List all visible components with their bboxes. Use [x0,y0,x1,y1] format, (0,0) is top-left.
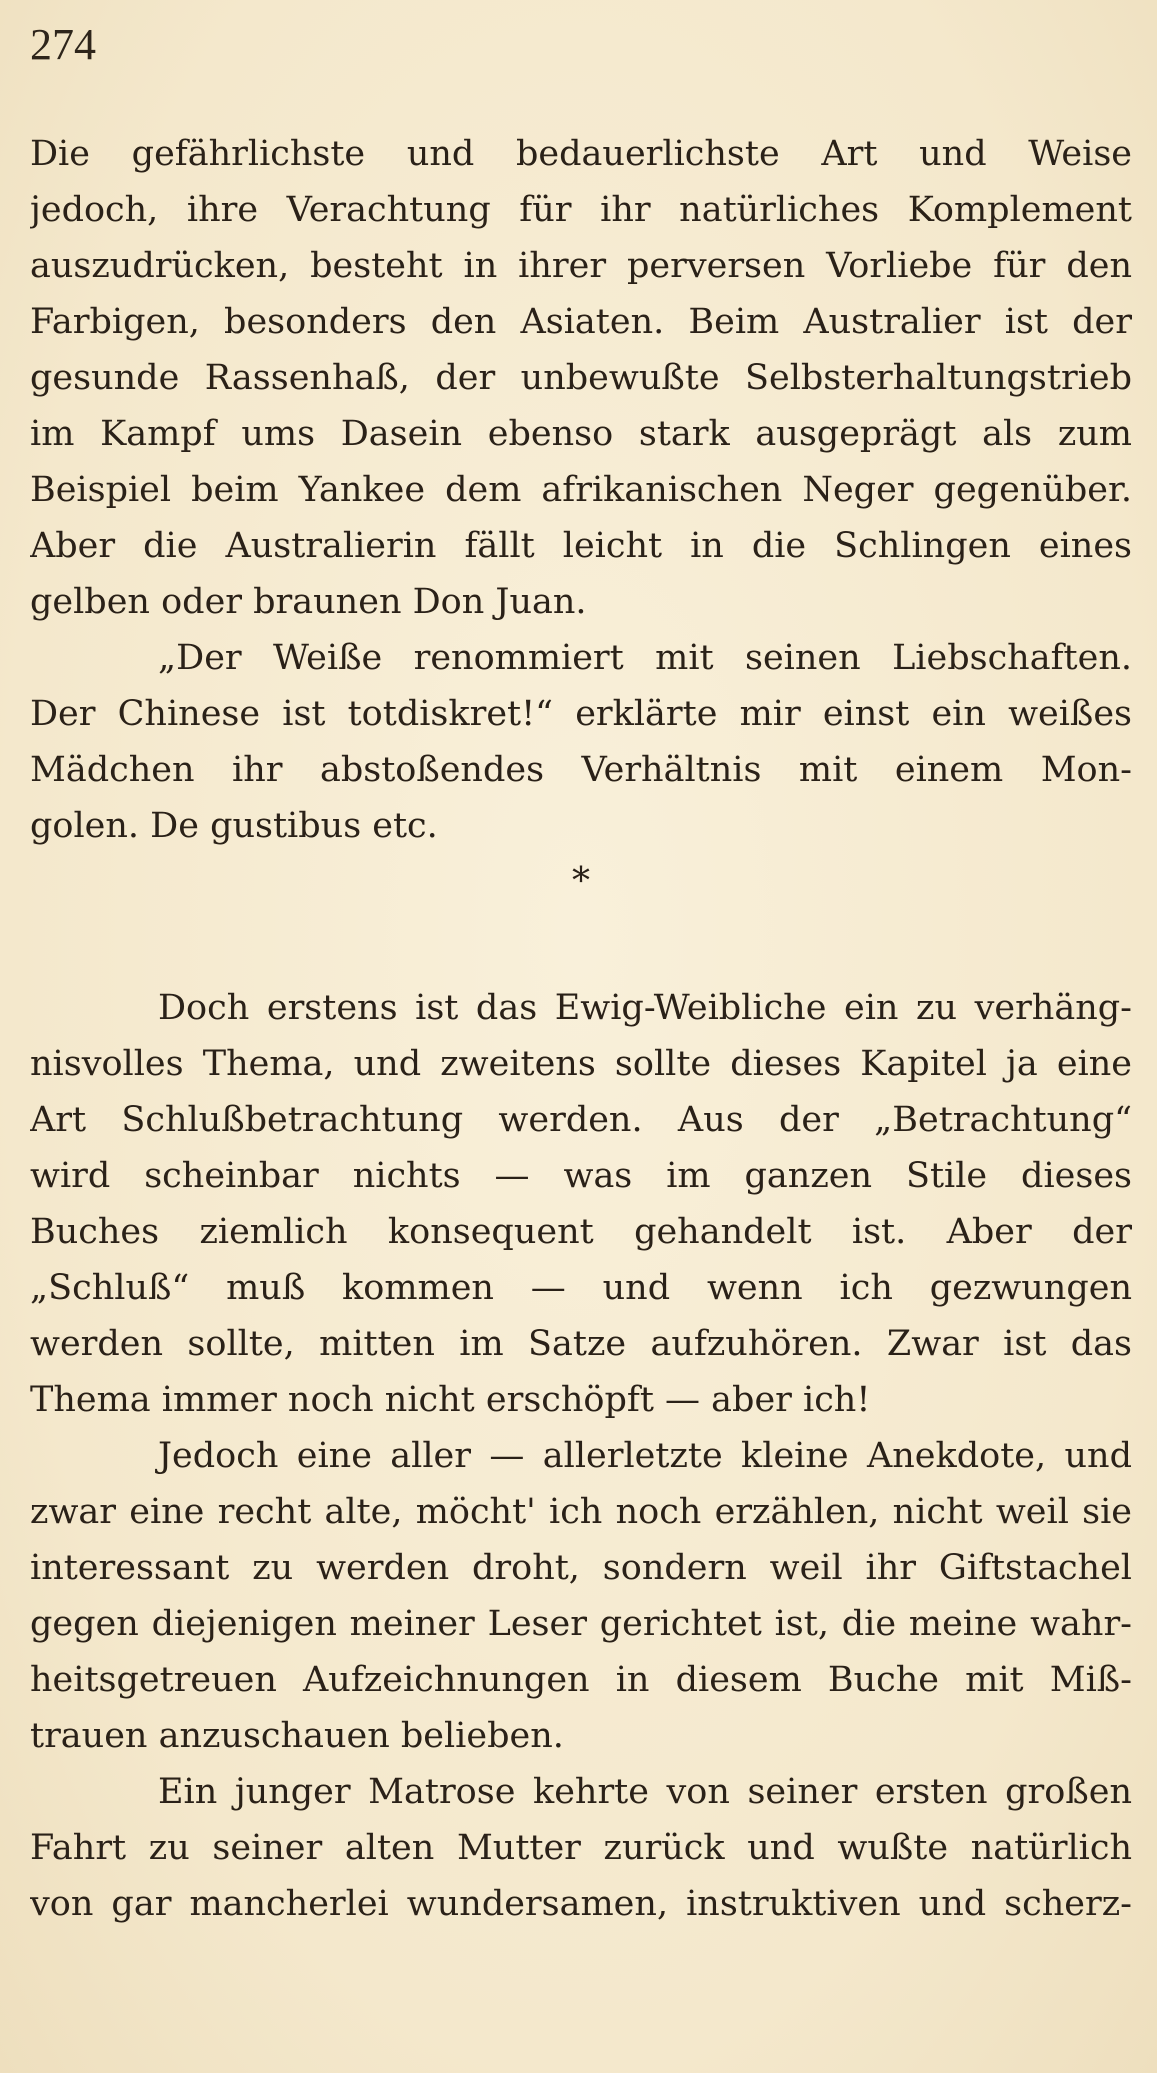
text-line: Buches ziemlich konsequent gehandelt ist. Aber der [30,1212,1132,1252]
text-line: Der Chinese ist totdiskret!“ erklärte mir einst ein weißes [30,694,1132,734]
text-line: jedoch, ihre Verachtung für ihr natürliches Komplement [30,190,1132,230]
text-line: heitsgetreuen Aufzeichnungen in diesem Buche mit Miß- [30,1660,1132,1700]
text-line: Thema immer noch nicht erschöpft — aber ich! [30,1380,871,1420]
text-line: Aber die Australierin fällt leicht in die Schlingen eines [30,526,1132,566]
text-line: golen. De gustibus etc. [30,806,438,846]
text-line: gegen diejenigen meiner Leser gerichtet ist, die meine wahr- [30,1604,1132,1644]
paragraph [30,1764,1132,1932]
text-line: interessant zu werden droht, sondern weil ihr Giftstachel [30,1548,1132,1588]
text-line: Jedoch eine aller — allerletzte kleine Anekdote, und [158,1436,1132,1476]
text-line: Doch erstens ist das Ewig-Weibliche ein zu verhäng- [158,988,1132,1028]
text-line: werden sollte, mitten im Satze aufzuhören. Zwar ist das [30,1324,1132,1364]
text-line: Die gefährlichste und bedauerlichste Art und Weise [30,134,1132,174]
text-line: gesunde Rassenhaß, der unbewußte Selbsterhaltungstrieb [30,358,1132,398]
text-line: Beispiel beim Yankee dem afrikanischen Neger gegenüber. [30,470,1132,510]
text-line: trauen anzuschauen belieben. [30,1716,564,1756]
text-line: im Kampf ums Dasein ebenso stark ausgeprägt als zum [30,414,1132,454]
section-divider: * [572,861,590,902]
text-line: Farbigen, besonders den Asiaten. Beim Australier ist der [30,302,1132,342]
text-line: Mädchen ihr abstoßendes Verhältnis mit einem Mon- [30,750,1132,790]
text-line: von gar mancherlei wundersamen, instruktiven und scherz- [30,1884,1132,1924]
page-number: 274 [30,20,96,69]
text-line: zwar eine recht alte, möcht' ich noch erzählen, nicht weil sie [30,1492,1132,1532]
paragraph [30,980,1132,1428]
text-line: auszudrücken, besteht in ihrer perversen Vorliebe für den [30,246,1132,286]
paragraph [30,126,1132,630]
text-line: „Der Weiße renommiert mit seinen Liebschaften. [158,638,1132,678]
text-line: wird scheinbar nichts — was im ganzen Stile dieses [30,1156,1132,1196]
text-line: Art Schlußbetrachtung werden. Aus der „Betrachtung“ [30,1100,1132,1140]
text-line: „Schluß“ muß kommen — und wenn ich gezwungen [30,1268,1132,1308]
paragraph [30,630,1132,854]
text-line: gelben oder braunen Don Juan. [30,582,587,622]
page-body [30,126,1132,1932]
text-line: Ein junger Matrose kehrte von seiner ersten großen [158,1772,1132,1812]
text-line: Fahrt zu seiner alten Mutter zurück und wußte natürlich [30,1828,1132,1868]
text-line: nisvolles Thema, und zweitens sollte dieses Kapitel ja eine [30,1044,1132,1084]
paragraph [30,1428,1132,1764]
